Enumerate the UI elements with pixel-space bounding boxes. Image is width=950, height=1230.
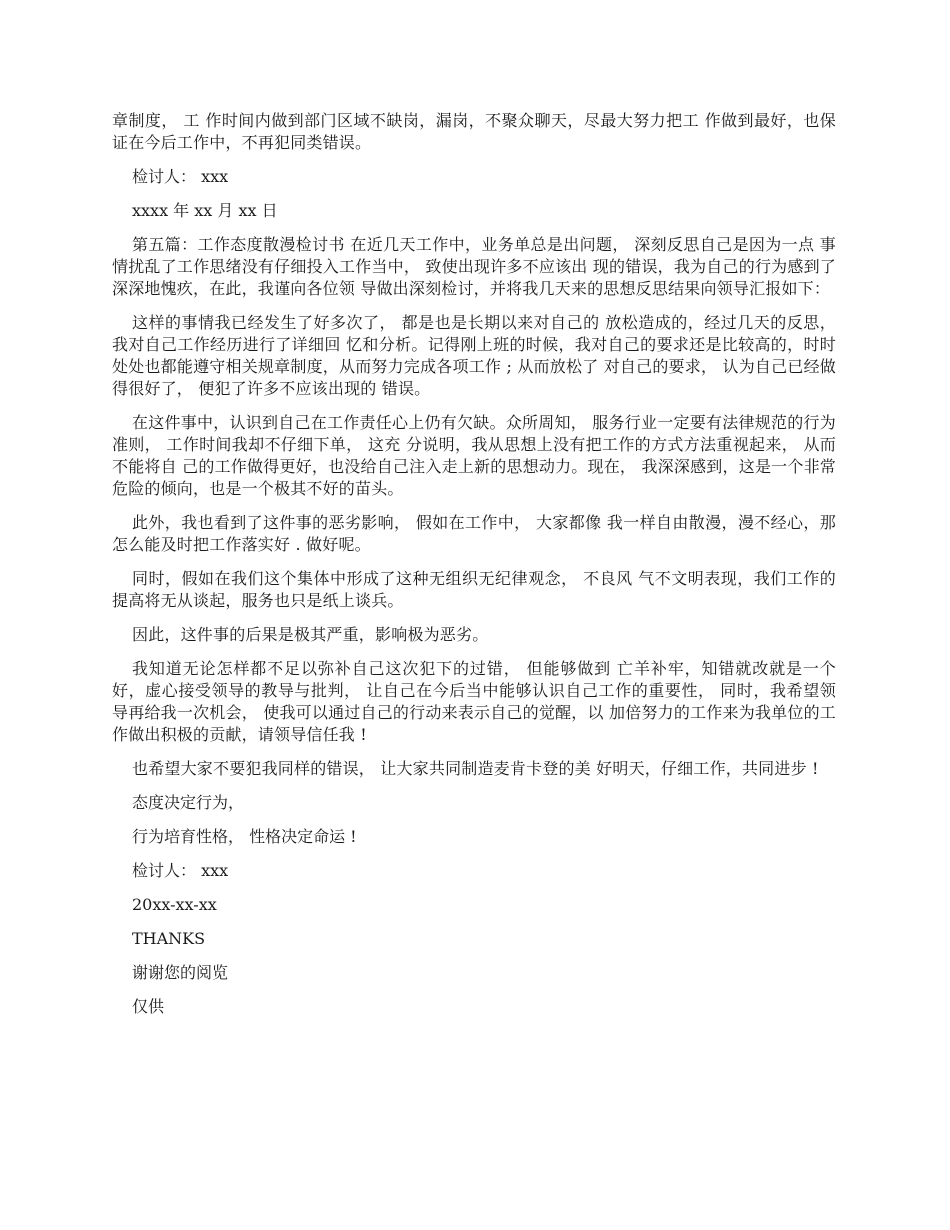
signature-date-2: 20xx-xx-xx (132, 895, 217, 914)
paragraph-consequence: 因此，这件事的后果是极其严重，影响极为恶劣。 (132, 625, 489, 644)
paragraph-remedy: 我知道无论怎样都不足以弥补自己这次犯下的过错， 但能够做到 亡羊补牢，知错就改就是一个好，虚心接受领导的教导与批判， 让自己在今后当中能够认识自己工作的重要性， 同时，我希望领 导再给我一次机会， 使我可以通过自己的行动来表示自己的觉醒，以 加倍努力的工作来为我单位的工作做出积极的贡献，请领导信任我 ! (112, 659, 836, 744)
paragraph-hope: 也希望大家不要犯我同样的错误， 让大家共同制造麦肯卡登的美 好明天，仔细工作，共同进步 ! (132, 759, 819, 778)
paragraph-collective: 同时，假如在我们这个集体中形成了这种无组织无纪律观念， 不良风 气不文明表现，我们工作的提高将无从谈起，服务也只是纸上谈兵。 (112, 569, 836, 610)
motto-line-1: 态度决定行为， (132, 793, 245, 812)
paragraph-repeated-mistakes: 这样的事情我已经发生了好多次了， 都是也是长期以来对自己的 放松造成的，经过几天的反思， 我对自己工作经历进行了详细回 忆和分析。记得刚上班的时候，我对自己的要求还是比较高的，时时 处处也都能遵守相关规章制度，从而努力完成各项工作 ; 从而放松了 对自己的要求， 认为自己已经做得很好了， 便犯了许多不应该出现的 错误。 (112, 313, 836, 398)
signature-date: xxxx 年 xx 月 xx 日 (132, 201, 278, 220)
for-reference-text: 仅供 (132, 997, 165, 1016)
document-page (112, 110, 836, 1030)
paragraph-regulations-continued: 章制度， 工 作时间内做到部门区域不缺岗，漏岗，不聚众聊天，尽最大努力把工 作做到最好，也保证在今后工作中，不再犯同类错误。 (112, 111, 836, 152)
motto-line-2: 行为培育性格， 性格决定命运 ! (132, 827, 357, 846)
paragraph-responsibility: 在这件事中，认识到自己在工作责任心上仍有欠缺。众所周知， 服务行业一定要有法律规范的行为准则， 工作时间我却不仔细下单， 这充 分说明，我从思想上没有把工作的方式方法重视起来， 从而不能将自 己的工作做得更好，也没给自己注入走上新的思想动力。现在， 我深深感到，这是一个非常危险的倾向，也是一个极其不好的苗头。 (112, 413, 836, 498)
paragraph-bad-influence: 此外，我也看到了这件事的恶劣影响， 假如在工作中， 大家都像 我一样自由散漫，漫不经心，那怎么能及时把工作落实好 . 做好呢。 (112, 513, 836, 554)
signature-reviewer-2: 检讨人： xxx (132, 861, 229, 880)
signature-reviewer: 检讨人： xxx (132, 167, 229, 186)
thanks-text: THANKS (132, 929, 206, 948)
paragraph-fifth-chapter-intro: 第五篇：工作态度散漫检讨书 在近几天工作中，业务单总是出问题， 深刻反思自己是因为一点 事情扰乱了工作思绪没有仔细投入工作当中， 致使出现许多不应该出 现的错误，我为自己的行为感到了深深地愧疚，在此，我谨向各位领 导做出深刻检讨，并将我几天来的思想反思结果向领导汇报如下： (112, 235, 836, 298)
thanks-reading-text: 谢谢您的阅览 (132, 963, 229, 982)
